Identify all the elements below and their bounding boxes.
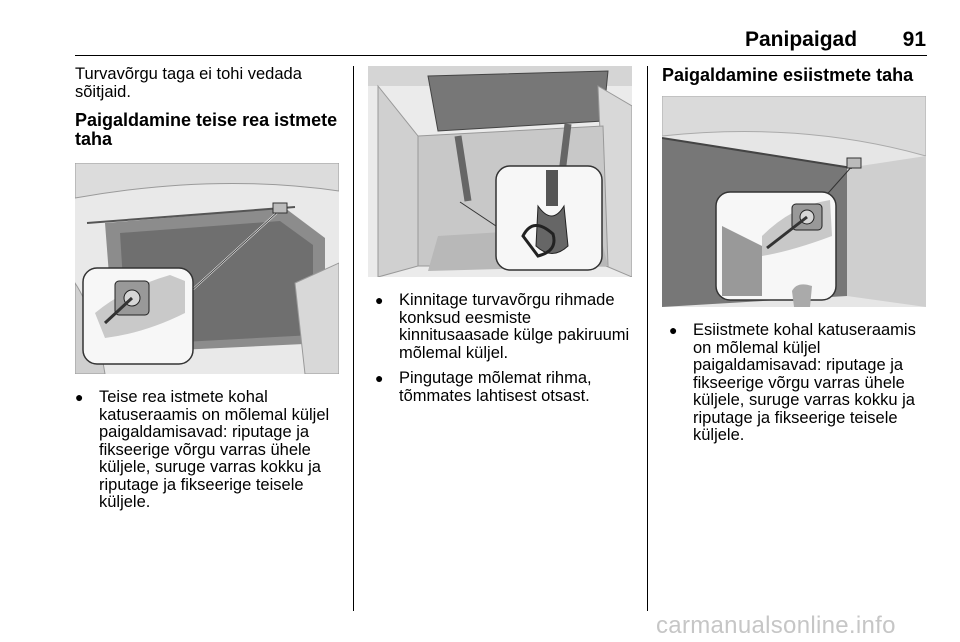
bullet-dot: ●	[375, 370, 384, 386]
column-divider-2	[647, 66, 648, 611]
header-rule	[75, 55, 927, 56]
bullet-text: Teise rea istmete kohal katuseraamis on mõlemal küljel paigaldamisavad: riputage ja fikseerige võrgu varras ühele küljele, suruge varras kokku ja riputage ja fikseerige teisele küljele.	[99, 388, 330, 511]
section-heading-second-row: Paigaldamine teise rea istmete taha	[75, 110, 338, 149]
watermark: carmanualsonline.info	[656, 612, 896, 639]
bullet-dot: ●	[669, 322, 678, 338]
column-2-bullets	[375, 292, 637, 405]
page-title: Panipaigad	[745, 28, 858, 51]
bullet-text: Esiistmete kohal katuseraamis on mõlemal küljel paigaldamisavad: riputage ja fikseerige võrgu varras ühele küljele, suruge varras kokku ja riputage ja fikseerige teisele küljele.	[693, 321, 916, 444]
column-1-top	[75, 66, 340, 149]
page-number: 91	[902, 28, 926, 51]
column-divider-1	[353, 66, 354, 611]
front-seat-illustration	[662, 96, 926, 307]
figure-cargo-straps	[368, 66, 632, 277]
figure-second-row-installation	[75, 163, 339, 374]
second-row-illustration	[75, 163, 339, 374]
bullet-text: Pingutage mõlemat rihma, tõmmates lahtisest otsast.	[399, 369, 592, 405]
column-3-bullets	[669, 322, 927, 445]
bullet-item	[375, 292, 637, 362]
column-3-top	[662, 66, 926, 85]
intro-paragraph: Turvavõrgu taga ei tohi vedada sõitjaid.	[75, 65, 302, 101]
column-1-bullets	[75, 389, 340, 512]
cargo-strap-illustration	[368, 66, 632, 277]
section-heading-front-seats: Paigaldamine esiistmete taha	[662, 65, 914, 85]
bullet-item	[75, 389, 340, 512]
bullet-dot: ●	[375, 292, 384, 308]
figure-front-seat-installation	[662, 96, 926, 307]
bullet-text: Kinnitage turvavõrgu rihmade konksud eesmiste kinnitusaasade külge pakiruumi mõlemal küljel.	[399, 291, 630, 362]
bullet-dot: ●	[75, 389, 84, 405]
bullet-item	[669, 322, 927, 445]
bullet-item	[375, 370, 637, 405]
